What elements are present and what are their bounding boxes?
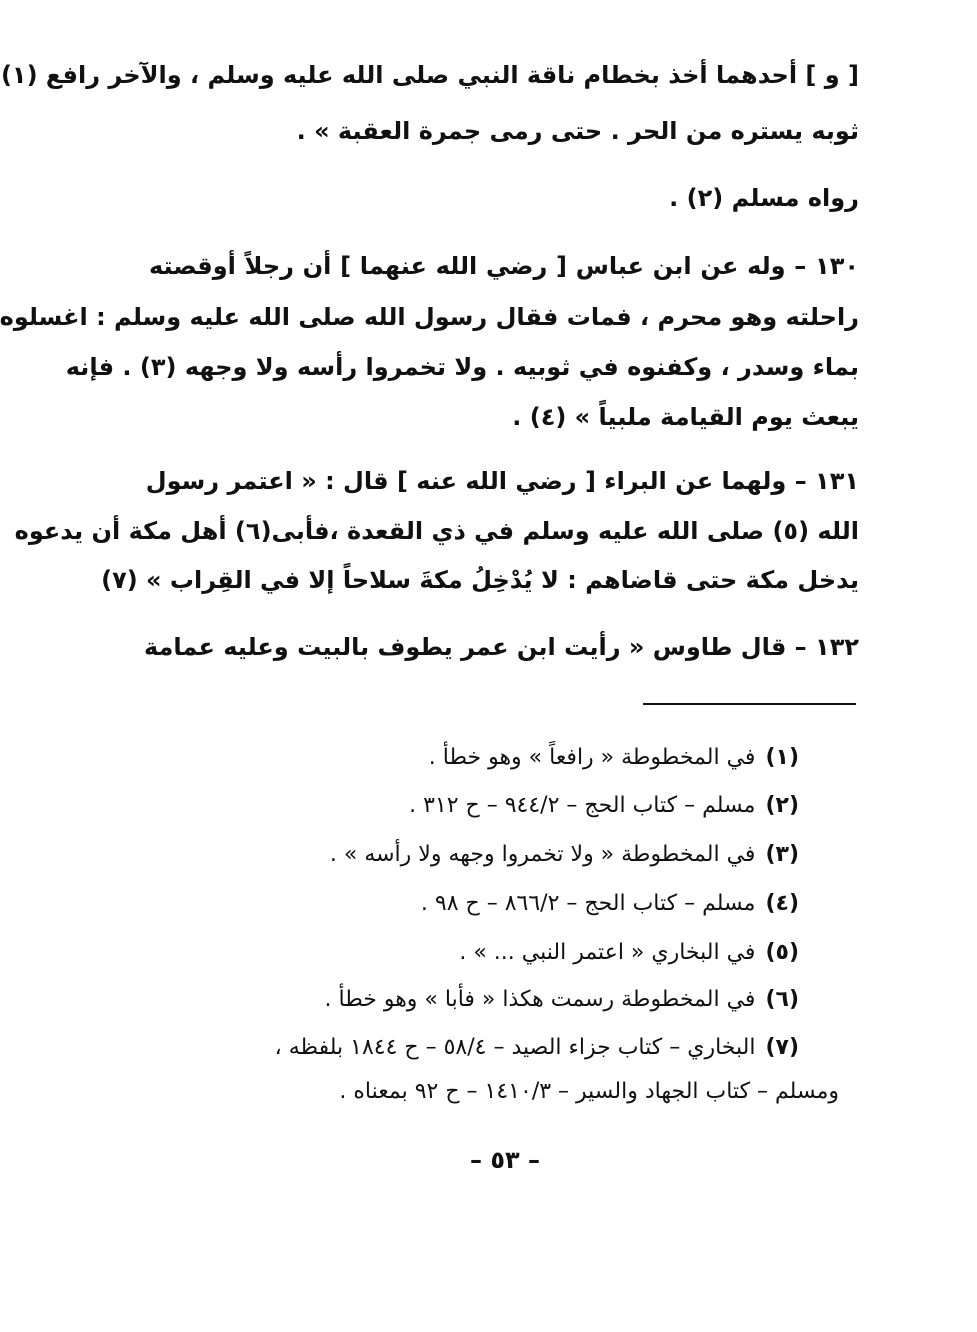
footnote-number: (٣) <box>765 842 799 867</box>
footnote-7-continuation: ومسلم – كتاب الجهاد والسير – ١٤١٠/٣ – ح ٩٢ بمعناه . <box>339 1079 839 1104</box>
footnote-separator <box>643 703 856 705</box>
hadith-130-line-1: ١٣٠ – وله عن ابن عباس [ رضي الله عنهما ] أن رجلاً أوقصته <box>149 252 859 280</box>
body-line-2: ثوبه يستره من الحر . حتى رمى جمرة العقبة » . <box>296 117 859 145</box>
footnote-7 <box>159 1033 799 1063</box>
footnote-number: (١) <box>765 745 799 770</box>
hadith-130-line-2: راحلته وهو محرم ، فمات فقال رسول الله صلى الله عليه وسلم : اغسلوه <box>0 303 859 331</box>
footnote-3 <box>199 840 799 870</box>
page-number: – ٥٣ – <box>469 1146 540 1174</box>
footnote-text: في المخطوطة « ولا تخمروا وجهه ولا رأسه » . <box>329 842 756 867</box>
hadith-131-line-1: ١٣١ – ولهما عن البراء [ رضي الله عنه ] قال : « اعتمر رسول <box>145 467 859 495</box>
hadith-130-line-4: يبعث يوم القيامة ملبياً » (٤) . <box>512 403 859 431</box>
footnote-text: البخاري – كتاب جزاء الصيد – ٥٨/٤ – ح ١٨٤٤ بلفظه ، <box>274 1035 756 1060</box>
body-line-3: رواه مسلم (٢) . <box>669 184 859 212</box>
hadith-130-line-3: بماء وسدر ، وكفنوه في ثوبيه . ولا تخمروا رأسه ولا وجهه (٣) . فإنه <box>65 353 859 381</box>
footnote-number: (٧) <box>765 1035 799 1060</box>
footnote-6 <box>199 985 799 1015</box>
footnote-1 <box>199 743 799 773</box>
body-line-1: [ و ] أحدهما أخذ بخطام ناقة النبي صلى الله عليه وسلم ، والآخر رافع (١) <box>0 61 859 89</box>
hadith-132-line-1: ١٣٢ – قال طاوس « رأيت ابن عمر يطوف بالبيت وعليه عمامة <box>143 633 859 661</box>
footnote-5 <box>199 938 799 968</box>
hadith-131-line-3: يدخل مكة حتى قاضاهم : لا يُدْخِلُ مكةَ سلاحاً إلا في القِراب » (٧) <box>101 566 859 594</box>
footnote-number: (٢) <box>765 793 799 818</box>
footnote-text: مسلم – كتاب الحج – ٨٦٦/٢ – ح ٩٨ . <box>420 891 756 916</box>
hadith-131-line-2: الله (٥) صلى الله عليه وسلم في ذي القعدة ،فأبى(٦) أهل مكة أن يدعوه <box>14 517 859 545</box>
footnote-2 <box>199 791 799 821</box>
footnote-text: مسلم – كتاب الحج – ٩٤٤/٢ – ح ٣١٢ . <box>409 793 756 818</box>
footnote-text: في المخطوطة رسمت هكذا « فأبا » وهو خطأ . <box>324 987 756 1012</box>
footnote-4 <box>199 889 799 919</box>
footnote-text: في المخطوطة « رافعاً » وهو خطأ . <box>428 745 756 770</box>
footnote-number: (٥) <box>765 940 799 965</box>
footnote-number: (٤) <box>765 891 799 916</box>
footnote-text: في البخاري « اعتمر النبي ... » . <box>459 940 756 965</box>
footnote-number: (٦) <box>765 987 799 1012</box>
